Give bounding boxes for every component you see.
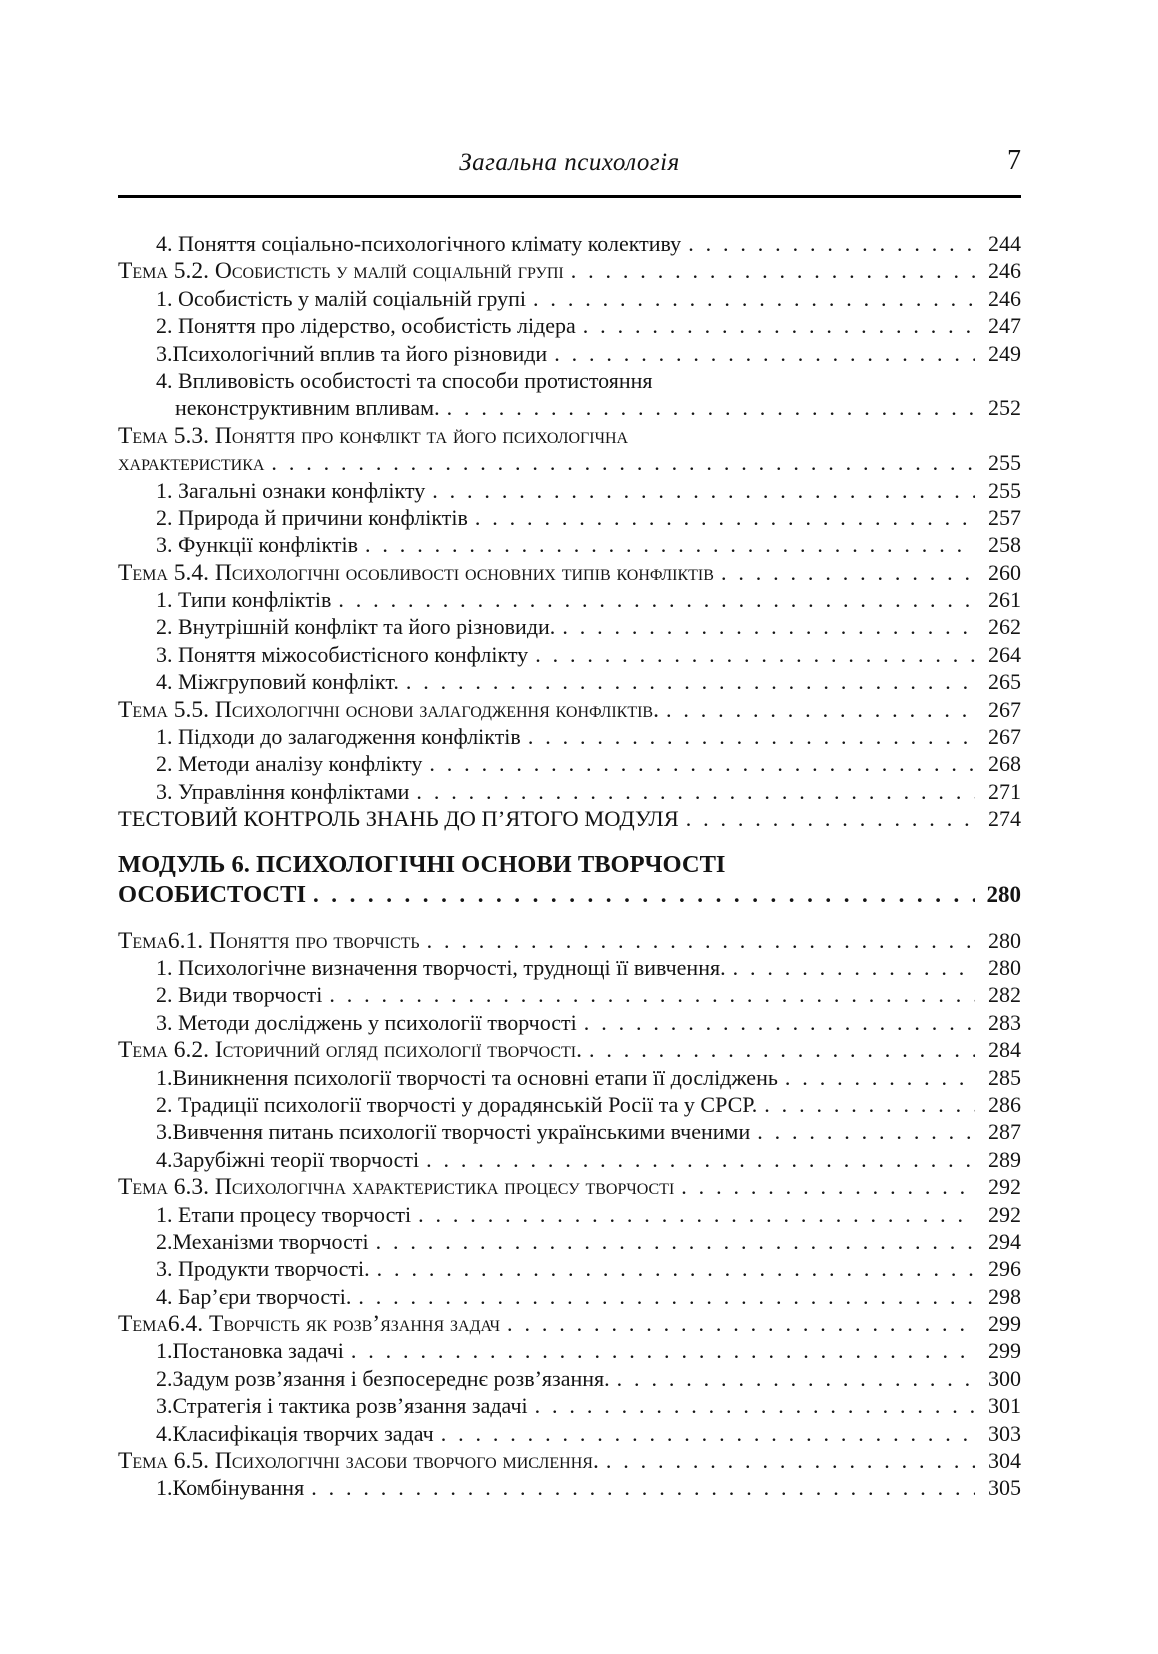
toc-page-number: 305 — [988, 1475, 1021, 1501]
toc-row — [118, 881, 1021, 911]
toc-page-number: 300 — [988, 1365, 1021, 1391]
dot-leader — [533, 286, 975, 312]
toc-page-number: 255 — [988, 477, 1021, 503]
toc-page-number: 301 — [988, 1393, 1021, 1419]
header-rule — [118, 195, 1021, 198]
dot-leader — [429, 751, 975, 777]
toc-row — [118, 341, 1021, 368]
toc-entry-text: 2. Поняття про лідерство, особистість лідера — [156, 313, 576, 339]
toc-entry-text: Тема 6.2. Історичний огляд психології творчості. — [118, 1037, 582, 1064]
dot-leader — [313, 881, 975, 909]
toc-row — [118, 1119, 1021, 1146]
toc-page-number: 267 — [988, 696, 1021, 722]
toc-entry-text: неконструктивним впливам. — [175, 395, 440, 421]
toc-entry-text: ОСОБИСТОСТІ — [118, 880, 306, 908]
toc-row — [118, 313, 1021, 340]
dot-leader — [617, 1366, 975, 1392]
dot-leader — [376, 1229, 975, 1255]
toc-entry-text: Тема 6.5. Психологічні засоби творчого мислення. — [118, 1448, 599, 1475]
dot-leader — [441, 1421, 975, 1447]
toc-row — [118, 505, 1021, 532]
dot-leader — [507, 1311, 975, 1338]
toc-row — [118, 231, 1021, 258]
running-title: Загальна психологія — [459, 149, 680, 176]
toc-entry-text: характеристика — [118, 450, 265, 477]
toc-entry-text: 4. Впливовість особистості та способи протистояння — [156, 367, 653, 393]
dot-leader — [358, 1284, 975, 1310]
toc-entry-text: 2. Види творчості — [156, 982, 323, 1008]
dot-leader — [528, 724, 975, 750]
dot-leader — [764, 1092, 975, 1118]
toc-entry-text: 3. Продукти творчості. — [156, 1256, 370, 1282]
toc-row — [118, 1366, 1021, 1393]
dot-leader — [666, 697, 975, 724]
dot-leader — [562, 614, 975, 640]
toc-entry-text: 1. Психологічне визначення творчості, труднощі її вивчення. — [156, 954, 726, 980]
dot-leader — [589, 1037, 975, 1064]
toc-entry-text: 3. Функції конфліктів — [156, 532, 358, 558]
dot-leader — [757, 1119, 975, 1145]
toc-row — [118, 1284, 1021, 1311]
dot-leader — [785, 1065, 975, 1091]
toc-row — [118, 982, 1021, 1009]
toc-row — [118, 928, 1021, 955]
toc-page-number: 260 — [988, 559, 1021, 585]
toc-page-number: 264 — [988, 641, 1021, 667]
toc-page-number: 252 — [988, 395, 1021, 421]
toc-row — [118, 697, 1021, 724]
toc-row — [118, 478, 1021, 505]
toc-page-number: 247 — [988, 313, 1021, 339]
toc-row — [118, 955, 1021, 982]
toc-entry-text: Тема 6.3. Психологічна характеристика процесу творчості — [118, 1174, 675, 1201]
page-header — [118, 145, 1021, 182]
toc-row — [118, 450, 1021, 477]
toc-entry-text: 1.Постановка задачі — [156, 1338, 344, 1364]
toc-page-number: 303 — [988, 1420, 1021, 1446]
toc-row — [118, 258, 1021, 285]
toc-entry-text: 2. Внутрішній конфлікт та його різновиди. — [156, 614, 556, 640]
toc-list — [118, 231, 1021, 1503]
dot-leader — [377, 1256, 975, 1282]
toc-page-number: 246 — [988, 258, 1021, 284]
toc-page-number: 244 — [988, 231, 1021, 256]
dot-leader — [432, 478, 975, 504]
toc-page-number: 296 — [988, 1256, 1021, 1282]
toc-row — [118, 642, 1021, 669]
dot-leader — [338, 587, 975, 613]
toc-row — [118, 1229, 1021, 1256]
dot-leader — [329, 982, 975, 1008]
toc-row — [118, 1065, 1021, 1092]
dot-leader — [584, 1010, 975, 1036]
toc-entry-text: ТЕСТОВИЙ КОНТРОЛЬ ЗНАНЬ ДО П’ЯТОГО МОДУЛЯ — [118, 806, 679, 832]
toc-row — [118, 1311, 1021, 1338]
toc-row — [118, 1147, 1021, 1174]
toc-entry-text: 4. Міжгруповий конфлікт. — [156, 669, 399, 695]
dot-leader — [535, 642, 975, 668]
toc-page-number: 274 — [988, 806, 1021, 832]
dot-leader — [311, 1475, 975, 1501]
toc-row — [118, 1256, 1021, 1283]
toc-entry-text: 1. Етапи процесу творчості — [156, 1201, 412, 1227]
toc-page-number: 257 — [988, 504, 1021, 530]
toc-page-number: 286 — [988, 1091, 1021, 1117]
toc-row — [118, 1010, 1021, 1037]
toc-entry-text: 4. Поняття соціально-психологічного клімату колективу — [156, 231, 682, 256]
toc-page-number: 255 — [988, 450, 1021, 476]
toc-entry-text: 2.Задум розв’язання і безпосереднє розв’язання. — [156, 1365, 610, 1391]
toc-page-number: 246 — [988, 285, 1021, 311]
toc-row — [118, 368, 1021, 395]
dot-leader — [688, 231, 975, 257]
toc-page-number: 265 — [988, 669, 1021, 695]
dot-leader — [406, 669, 975, 695]
toc-page-number: 287 — [988, 1119, 1021, 1145]
toc-page-number: 249 — [988, 340, 1021, 366]
toc-entry-text: 1. Типи конфліктів — [156, 587, 332, 613]
toc-entry-text: 4.Класифікація творчих задач — [156, 1420, 434, 1446]
toc-page-number: 261 — [988, 587, 1021, 613]
toc-page-number: 280 — [988, 927, 1021, 953]
page-content — [118, 145, 1021, 1503]
toc-entry-text: 2. Методи аналізу конфлікту — [156, 751, 423, 777]
toc-row — [118, 1338, 1021, 1365]
dot-leader — [583, 313, 975, 339]
toc-entry-text: 3. Управління конфліктами — [156, 778, 410, 804]
toc-row — [118, 395, 1021, 422]
toc-entry-text: 1.Виникнення психології творчості та основні етапи її досліджень — [156, 1064, 778, 1090]
toc-row — [118, 1475, 1021, 1502]
toc-page-number: 268 — [988, 751, 1021, 777]
toc-page-number: 285 — [988, 1064, 1021, 1090]
toc-page-number: 289 — [988, 1146, 1021, 1172]
dot-leader — [427, 928, 975, 955]
dot-leader — [416, 779, 975, 805]
toc-entry-text: 2. Природа й причини конфліктів — [156, 504, 468, 530]
toc-entry-text: 3.Стратегія і тактика розв’язання задачі — [156, 1393, 528, 1419]
toc-page-number: 283 — [988, 1009, 1021, 1035]
dot-leader — [721, 560, 975, 587]
toc-page-number: 292 — [988, 1174, 1021, 1200]
toc-row — [118, 587, 1021, 614]
toc-entry-text: 3.Вивчення питань психології творчості українськими вченими — [156, 1119, 751, 1145]
dot-leader — [418, 1202, 975, 1228]
toc-page-number: 282 — [988, 982, 1021, 1008]
toc-row — [118, 779, 1021, 806]
toc-page-number: 280 — [986, 881, 1021, 907]
toc-page-number: 280 — [988, 954, 1021, 980]
toc-entry-text: 1. Особистість у малій соціальній групі — [156, 285, 527, 311]
toc-entry-text: Тема 5.4. Психологічні особливості основних типів конфліктів — [118, 559, 714, 586]
toc-page-number: 258 — [988, 532, 1021, 558]
toc-row — [118, 1393, 1021, 1420]
toc-row — [118, 423, 1021, 450]
toc-row — [118, 1174, 1021, 1201]
toc-entry-text: 3. Поняття міжособистісного конфлікту — [156, 641, 529, 667]
toc-entry-text: 1. Загальні ознаки конфлікту — [156, 477, 426, 503]
toc-entry-text: 1.Комбінування — [156, 1475, 305, 1501]
dot-leader — [271, 450, 975, 477]
toc-entry-text: Тема6.1. Поняття про творчість — [118, 927, 420, 954]
toc-entry-text: 4. Бар’єри творчості. — [156, 1283, 352, 1309]
dot-leader — [426, 1147, 975, 1173]
dot-leader — [681, 1174, 975, 1201]
toc-row — [118, 851, 1021, 881]
toc-page-number: 294 — [988, 1228, 1021, 1254]
toc-entry-text: 2.Механізми творчості — [156, 1228, 369, 1254]
toc-row — [118, 724, 1021, 751]
toc-entry-text: Тема 5.2. Особистість у малій соціальній групі — [118, 258, 564, 285]
dot-leader — [365, 532, 975, 558]
toc-row — [118, 1202, 1021, 1229]
toc-page-number: 271 — [988, 778, 1021, 804]
toc-entry-text: 3.Психологічний вплив та його різновиди — [156, 340, 548, 366]
dot-leader — [571, 258, 975, 285]
toc-row — [118, 1092, 1021, 1119]
toc-entry-text: 4.Зарубіжні теорії творчості — [156, 1146, 420, 1172]
dot-leader — [351, 1338, 975, 1364]
toc-page-number: 292 — [988, 1201, 1021, 1227]
toc-page-number: 304 — [988, 1448, 1021, 1474]
toc-row — [118, 751, 1021, 778]
toc-entry-text: 1. Підходи до залагодження конфліктів — [156, 724, 521, 750]
dot-leader — [535, 1393, 975, 1419]
dot-leader — [475, 505, 975, 531]
toc-entry-text: 2. Традиції психології творчості у дорадянській Росії та у СРСР. — [156, 1091, 758, 1117]
page-number: 7 — [1007, 145, 1021, 176]
toc-page-number: 262 — [988, 614, 1021, 640]
toc-page-number: 267 — [988, 724, 1021, 750]
dot-leader — [733, 955, 975, 981]
dot-leader — [686, 806, 975, 832]
toc-page-number: 299 — [988, 1311, 1021, 1337]
toc-row — [118, 806, 1021, 833]
toc-row — [118, 532, 1021, 559]
toc-entry-text: Тема6.4. Творчість як розв’язання задач — [118, 1311, 501, 1338]
toc-page-number: 284 — [988, 1037, 1021, 1063]
toc-entry-text: 3. Методи досліджень у психології творчості — [156, 1009, 577, 1035]
toc-row — [118, 1421, 1021, 1448]
toc-row — [118, 614, 1021, 641]
dot-leader — [554, 341, 975, 367]
toc-row — [118, 669, 1021, 696]
toc-row — [118, 286, 1021, 313]
dot-leader — [606, 1448, 975, 1475]
toc-entry-text: МОДУЛЬ 6. ПСИХОЛОГІЧНІ ОСНОВИ ТВОРЧОСТІ — [118, 850, 726, 878]
toc-row — [118, 560, 1021, 587]
toc-entry-text: Тема 5.3. Поняття про конфлікт та його психологічна — [118, 422, 629, 449]
dot-leader — [447, 395, 975, 421]
toc-row — [118, 1448, 1021, 1475]
toc-page-number: 299 — [988, 1338, 1021, 1364]
toc-row — [118, 1037, 1021, 1064]
toc-entry-text: Тема 5.5. Психологічні основи залагодження конфліктів. — [118, 696, 659, 723]
toc-page-number: 298 — [988, 1283, 1021, 1309]
